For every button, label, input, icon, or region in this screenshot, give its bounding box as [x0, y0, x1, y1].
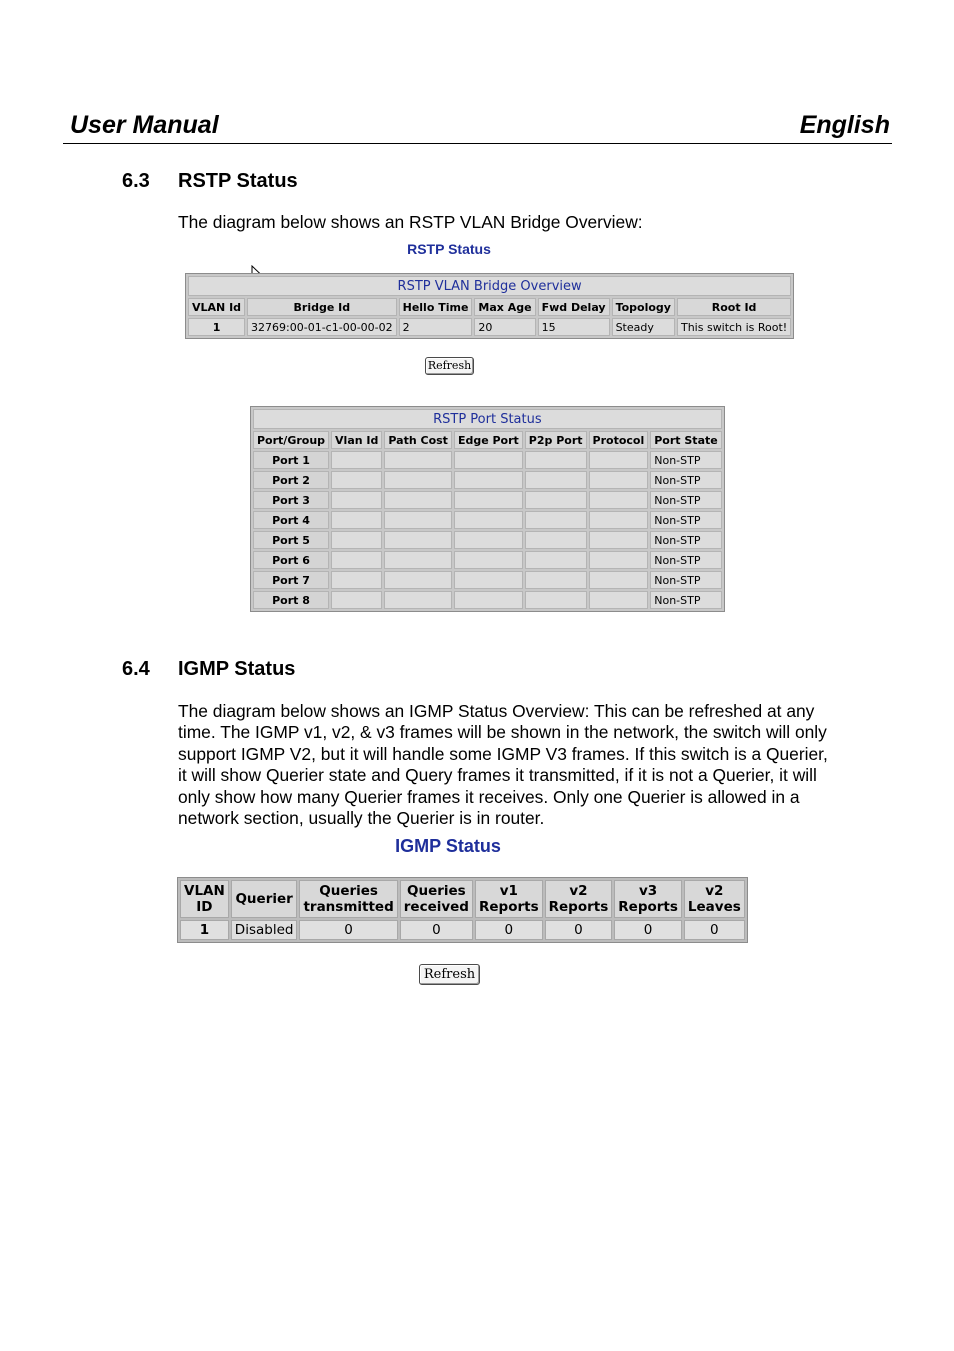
- table-cell: [331, 491, 382, 509]
- table-cell: [331, 531, 382, 549]
- table-cell: Port 4: [253, 511, 329, 529]
- table-header: Port/Group: [253, 431, 329, 449]
- header-line: transmitted: [303, 899, 394, 915]
- table-cell: Non-STP: [650, 551, 721, 569]
- table-cell: 0: [400, 920, 473, 940]
- paragraph-line: only show how many Querier frames it receives. Only one Querier is allowed in a: [178, 786, 800, 807]
- header-line: Leaves: [687, 899, 741, 915]
- table-row: [253, 491, 722, 509]
- table-cell: [331, 571, 382, 589]
- table-cell: 20: [474, 318, 535, 336]
- igmp-screenshot-title: IGMP Status: [395, 836, 501, 856]
- table-header: VLAN Id: [188, 298, 245, 316]
- table-header: Path Cost: [384, 431, 452, 449]
- table-header: [299, 880, 397, 918]
- table-header-row: [253, 431, 722, 449]
- table-cell: Port 6: [253, 551, 329, 569]
- table-header-row: [180, 880, 745, 918]
- table-cell: [454, 531, 523, 549]
- header-line: Querier: [235, 891, 293, 907]
- header-line: Queries: [319, 883, 378, 899]
- table-row: [253, 451, 722, 469]
- table-header: Bridge Id: [247, 298, 397, 316]
- table-header: [684, 880, 745, 918]
- table-cell: 0: [545, 920, 613, 940]
- table-cell: [384, 551, 452, 569]
- header-rule: [63, 143, 892, 144]
- bridge-table-caption: RSTP VLAN Bridge Overview: [188, 276, 791, 296]
- table-cell: [384, 591, 452, 609]
- table-cell: [589, 551, 649, 569]
- table-cell: [384, 511, 452, 529]
- table-cell: Port 3: [253, 491, 329, 509]
- table-header: Topology: [612, 298, 675, 316]
- table-header: [231, 880, 298, 918]
- header-line: received: [403, 899, 469, 915]
- table-cell: Non-STP: [650, 531, 721, 549]
- header-line: Reports: [548, 899, 609, 915]
- table-header: Max Age: [474, 298, 535, 316]
- table-cell: [454, 491, 523, 509]
- paragraph-line: support IGMP V2, but it will handle some IGMP V3 frames. If this switch is a Querier,: [178, 743, 828, 764]
- table-cell: Non-STP: [650, 511, 721, 529]
- table-cell: Non-STP: [650, 571, 721, 589]
- table-row: [253, 591, 722, 609]
- table-cell: [525, 531, 587, 549]
- table-header: [475, 880, 543, 918]
- table-cell: Non-STP: [650, 451, 721, 469]
- table-cell: [589, 531, 649, 549]
- table-header: [614, 880, 682, 918]
- table-cell: [331, 591, 382, 609]
- table-row: [180, 920, 745, 940]
- header-line: v2: [705, 883, 724, 899]
- table-cell: Non-STP: [650, 491, 721, 509]
- table-cell: [331, 511, 382, 529]
- table-cell: Port 8: [253, 591, 329, 609]
- table-cell: [525, 491, 587, 509]
- table-row: [253, 511, 722, 529]
- paragraph-line: network section, usually the Querier is in router.: [178, 808, 545, 829]
- table-cell: [589, 451, 649, 469]
- table-row: [253, 551, 722, 569]
- table-cell: Disabled: [231, 920, 298, 940]
- rstp-screenshot-title: RSTP Status: [407, 241, 491, 257]
- table-cell: [525, 591, 587, 609]
- table-cell: Port 2: [253, 471, 329, 489]
- table-cell: [525, 451, 587, 469]
- table-cell: 32769:00-01-c1-00-00-02: [247, 318, 397, 336]
- paragraph-line: The diagram below shows an IGMP Status Overview: This can be refreshed at any: [178, 701, 815, 721]
- header-line: Queries: [407, 883, 466, 899]
- table-cell: [589, 471, 649, 489]
- table-row: [253, 531, 722, 549]
- table-cell: 2: [399, 318, 473, 336]
- table-cell: 1: [180, 920, 229, 940]
- table-header: Edge Port: [454, 431, 523, 449]
- table-cell: [454, 471, 523, 489]
- table-header: Root Id: [677, 298, 791, 316]
- table-cell: Port 1: [253, 451, 329, 469]
- table-cell: This switch is Root!: [677, 318, 791, 336]
- table-cell: [589, 491, 649, 509]
- table-cell: Port 7: [253, 571, 329, 589]
- header-line: v1: [499, 883, 518, 899]
- table-cell: [454, 571, 523, 589]
- table-cell: [331, 551, 382, 569]
- table-cell: [589, 591, 649, 609]
- table-header: P2p Port: [525, 431, 587, 449]
- table-cell: [525, 571, 587, 589]
- table-row: [253, 571, 722, 589]
- table-cell: [331, 471, 382, 489]
- table-header: [180, 880, 229, 918]
- table-cell: [525, 551, 587, 569]
- table-cell: [454, 451, 523, 469]
- table-cell: [384, 531, 452, 549]
- rstp-refresh-button[interactable]: Refresh: [425, 357, 474, 375]
- rstp-port-table: [250, 406, 725, 612]
- table-header-row: [188, 298, 791, 316]
- header-left: User Manual: [70, 111, 219, 139]
- table-cell: [525, 471, 587, 489]
- table-cell: 0: [614, 920, 682, 940]
- table-cell: Steady: [612, 318, 675, 336]
- section-number: 6.3: [122, 170, 150, 192]
- table-cell: Port 5: [253, 531, 329, 549]
- header-line: VLAN: [184, 883, 225, 899]
- paragraph-line: it will show Querier state and Query frames it transmitted, if it is not a Querier, it will: [178, 765, 817, 786]
- header-line: ID: [196, 899, 213, 915]
- table-header: Fwd Delay: [538, 298, 610, 316]
- table-cell: 0: [684, 920, 745, 940]
- section-number: 6.4: [122, 658, 150, 680]
- paragraph-line: time. The IGMP v1, v2, & v3 frames will be shown in the network, the switch will only: [178, 722, 827, 743]
- table-row: [253, 471, 722, 489]
- table-cell: [589, 511, 649, 529]
- table-cell: [589, 571, 649, 589]
- header-line: Reports: [478, 899, 539, 915]
- table-cell: [384, 471, 452, 489]
- table-cell: [384, 451, 452, 469]
- table-cell: [384, 571, 452, 589]
- table-row: [188, 318, 791, 336]
- section-intro: [178, 701, 890, 829]
- section-title: IGMP Status: [178, 658, 296, 680]
- table-cell: 0: [299, 920, 397, 940]
- table-cell: 1: [188, 318, 245, 336]
- table-cell: [454, 591, 523, 609]
- table-cell: 0: [475, 920, 543, 940]
- table-cell: [525, 511, 587, 529]
- table-header: Port State: [650, 431, 721, 449]
- igmp-refresh-button[interactable]: Refresh: [419, 964, 480, 985]
- header-right: English: [799, 111, 890, 139]
- table-cell: [454, 511, 523, 529]
- table-header: Hello Time: [399, 298, 473, 316]
- table-cell: Non-STP: [650, 591, 721, 609]
- table-header: [400, 880, 473, 918]
- igmp-status-table: [177, 877, 748, 943]
- table-header: [545, 880, 613, 918]
- section-intro: The diagram below shows an RSTP VLAN Bridge Overview:: [178, 212, 643, 232]
- table-cell: Non-STP: [650, 471, 721, 489]
- table-cell: [454, 551, 523, 569]
- rstp-bridge-table: [185, 273, 794, 339]
- header-line: v3: [638, 883, 658, 899]
- table-header: Vlan Id: [331, 431, 382, 449]
- section-title: RSTP Status: [178, 170, 298, 192]
- port-table-caption: RSTP Port Status: [253, 409, 722, 429]
- table-cell: [384, 491, 452, 509]
- table-cell: [331, 451, 382, 469]
- header-line: v2: [569, 883, 588, 899]
- table-cell: 15: [538, 318, 610, 336]
- table-header: Protocol: [589, 431, 649, 449]
- header-line: Reports: [618, 899, 678, 915]
